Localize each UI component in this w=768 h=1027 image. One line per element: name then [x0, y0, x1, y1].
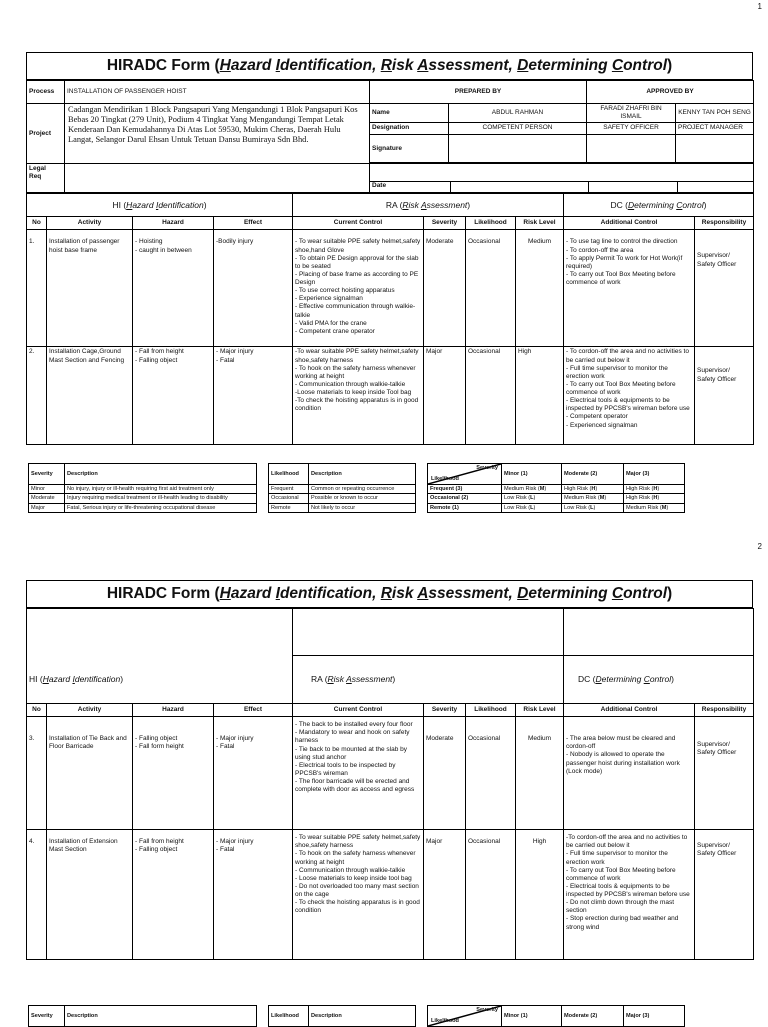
approver2-name: KENNY TAN POH SENG — [676, 104, 754, 123]
section-dc: DC (Determining Control) — [564, 194, 754, 217]
section-dc: DC (Determining Control) — [564, 656, 754, 704]
prepared-by-header: PREPARED BY — [370, 81, 587, 104]
col-additional-control: Additional Control — [564, 217, 695, 230]
row-responsibility: Supervisor/ Safety Officer — [695, 230, 754, 347]
row-severity: Moderate — [424, 230, 466, 347]
col-hazard: Hazard — [133, 704, 214, 717]
col-responsibility: Responsibility — [695, 704, 754, 717]
row-risk-level: Medium — [516, 717, 564, 830]
row-severity: Major — [424, 347, 466, 445]
date-label: Date — [370, 182, 451, 192]
row-additional-control: - To use tag line to control the direction - To cordon-off the area - To apply Permit To work for Hot Work(if required) - To carry out Tool Box Meeting before commence of work — [564, 230, 695, 347]
row-likelihood: Occasional — [466, 717, 516, 830]
severity-legend: Severity Description — [28, 1005, 257, 1027]
row-additional-control: -To cordon-off the area and no activities to be carried out below it - Full time supervisor to monitor the erection work - To carry out Tool Box Meeting before commence of work - Electrical tools & equipments to be inspected by PPCSB's wireman before use - Do not climb down through the mast section - Stop erection during bad weather and strong wind — [564, 830, 695, 960]
col-effect: Effect — [214, 217, 293, 230]
signature-label: Signature — [370, 135, 449, 163]
prepared-name: ABDUL RAHMAN — [449, 104, 587, 123]
col-no: No — [27, 217, 47, 230]
row-additional-control: - To cordon-off the area and no activities to be carried out below it - Full time supervisor to monitor the erection work - To carry out Tool Box Meeting before commence of work - Electrical tools & equipments to be inspected by PPCSB's wireman before use - Competent operator - Experienced signalman — [564, 347, 695, 445]
risk-matrix: Severity Likelihood Minor (1) Moderate (2) Major (3) Frequent (3) Medium Risk (M) High Risk (H) High Risk (H) Occasional (2) Low Risk (L) Medium Risk (M) High Risk (H) Remote (1) Low Risk (L) Low Risk (L) Medium Risk (M) — [427, 463, 685, 513]
row-severity: Moderate — [424, 717, 466, 830]
legal-req-label: Legal Req — [27, 164, 65, 193]
likelihood-legend: Likelihood Description Frequent Common or repeating occurrence Occasional Possible or known to occur Remote Not likely to occur — [268, 463, 416, 513]
approver2-signature — [676, 135, 754, 163]
project-value: Cadangan Mendirikan 1 Block Pangsapuri Yang Mengandungi 1 Blok Pangsapuri Kos Bebas 20 Tingkat (279 Unit), Podium 4 Tingkat Yang Mengandungi Tempat Letak Kenderaan Dan Kemudahannya Di Atas Lot 59530, Mukim Cheras, Daerah Hulu Langat, Selangor Darul Ehsan Untuk Tetuan Dansu Bumiraya Sdn Bhd. — [65, 104, 370, 164]
name-label: Name — [370, 104, 449, 123]
approver1-name: FARADI ZHAFRI BIN ISMAIL — [587, 104, 676, 123]
table-row — [27, 230, 754, 347]
hiradc-table-page-1 — [26, 193, 754, 445]
hiradc-form-page-2 — [26, 580, 753, 960]
table-row — [27, 830, 754, 960]
row-responsibility: Supervisor/ Safety Officer — [695, 830, 754, 960]
row-hazard: - Fall from height - Falling object — [133, 347, 214, 445]
row-effect: -Bodily injury — [214, 230, 293, 347]
row-current-control: -To wear suitable PPE safety helmet,safety shoe,safety harness - To hook on the safety harness whenever working at height - Communication through walkie-talkie -Loose materials to keep inside Tool bag -To check the hoisting apparatus is in good condition — [293, 347, 424, 445]
row-hazard: - Falling object - Fall form height — [133, 717, 214, 830]
row-current-control: - To wear suitable PPE safety helmet,safety shoe,safety harness - To hook on the safety harness whenever working at height - Communication through walkie-talkie - Loose materials to keep inside tool bag - Do not overloaded too many mast section on the cage - To check the hoisting apparatus is in good condition — [293, 830, 424, 960]
legal-req-value — [65, 164, 370, 193]
row-no: 2. — [27, 347, 47, 445]
table-row — [27, 347, 754, 445]
section-ra: RA (Risk Assessment) — [293, 194, 564, 217]
approver2-date — [678, 182, 753, 192]
approver1-date — [589, 182, 678, 192]
row-no: 4. — [27, 830, 47, 960]
designation-label: Designation — [370, 123, 449, 135]
col-responsibility: Responsibility — [695, 217, 754, 230]
col-activity: Activity — [47, 217, 133, 230]
project-label: Project — [27, 104, 65, 164]
col-likelihood: Likelihood — [466, 217, 516, 230]
likelihood-legend: Likelihood Description — [268, 1005, 416, 1027]
col-activity: Activity — [47, 704, 133, 717]
approver1-designation: SAFETY OFFICER — [587, 123, 676, 135]
prepared-designation: COMPETENT PERSON — [449, 123, 587, 135]
form-title: HIRADC Form (Hazard Identification, Risk Assessment, Determining Control) — [26, 52, 753, 80]
row-risk-level: Medium — [516, 230, 564, 347]
row-activity: Installation Cage,Ground Mast Section and Fencing — [47, 347, 133, 445]
col-severity: Severity — [424, 217, 466, 230]
section-hi: HI (Hazard Identification) — [27, 656, 293, 704]
section-ra: RA (Risk Assessment) — [293, 656, 564, 704]
row-likelihood: Occasional — [466, 230, 516, 347]
col-current-control: Current Control — [293, 217, 424, 230]
process-label: Process — [27, 81, 65, 104]
col-additional-control: Additional Control — [564, 704, 695, 717]
risk-matrix: Severity Likelihood Minor (1) Moderate (2) Major (3) — [427, 1005, 685, 1027]
approver2-designation: PROJECT MANAGER — [676, 123, 754, 135]
row-hazard: - Hoisting - caught in between — [133, 230, 214, 347]
approver1-signature — [587, 135, 676, 163]
col-current-control: Current Control — [293, 704, 424, 717]
section-hi: HI (Hazard Identification) — [27, 194, 293, 217]
row-additional-control: - The area below must be cleared and cordon-off - Nobody is allowed to operate the passenger hoist during installation work (Lock mode) — [564, 717, 695, 830]
row-severity: Major — [424, 830, 466, 960]
row-likelihood: Occasional — [466, 830, 516, 960]
approved-by-header: APPROVED BY — [587, 81, 754, 104]
prepared-date — [451, 182, 589, 192]
col-effect: Effect — [214, 704, 293, 717]
hiradc-form-page-1 — [26, 52, 753, 445]
prepared-signature — [449, 135, 587, 163]
header-info-table — [26, 80, 754, 193]
col-hazard: Hazard — [133, 217, 214, 230]
row-likelihood: Occasional — [466, 347, 516, 445]
matrix-corner: Severity Likelihood — [428, 464, 502, 485]
row-responsibility: Supervisor/ Safety Officer — [695, 717, 754, 830]
matrix-corner: Severity Likelihood — [428, 1006, 502, 1027]
row-risk-level: High — [516, 347, 564, 445]
page-number: 2 — [757, 542, 762, 551]
row-hazard: - Fall from height - Falling object — [133, 830, 214, 960]
row-no: 3. — [27, 717, 47, 830]
col-severity: Severity — [424, 704, 466, 717]
row-responsibility: Supervisor/ Safety Officer — [695, 347, 754, 445]
hiradc-table-page-2 — [26, 608, 754, 960]
row-effect: - Major injury - Fatal — [214, 830, 293, 960]
row-activity: Installation of passenger hoist base frame — [47, 230, 133, 347]
row-effect: - Major injury - Fatal — [214, 347, 293, 445]
row-current-control: - To wear suitable PPE safety helmet,safety shoe,hand Glove - To obtain PE Design approval for the slab to be seated - Placing of base frame as according to PE Design - To use correct hoisting apparatus - Experience signalman - Effective communication through walkie-talkie - Valid PMA for the crane - Competent crane operator — [293, 230, 424, 347]
row-activity: Installation of Extension Mast Section — [47, 830, 133, 960]
col-risk-level: Risk Level — [516, 217, 564, 230]
row-current-control: - The back to be installed every four floor - Mandatory to wear and hook on safety harness - Tie back to be mounted at the slab by using stud anchor - Electrical tools to be inspected by PPCSB's wireman - The floor barricade will be erected and complete with door as access and egress — [293, 717, 424, 830]
row-risk-level: High — [516, 830, 564, 960]
table-row — [27, 717, 754, 830]
col-likelihood: Likelihood — [466, 704, 516, 717]
page-number: 1 — [757, 2, 762, 11]
row-activity: Installation of Tie Back and Floor Barricade — [47, 717, 133, 830]
process-value: INSTALLATION OF PASSENGER HOIST — [65, 81, 370, 104]
col-no: No — [27, 704, 47, 717]
row-no: 1. — [27, 230, 47, 347]
col-risk-level: Risk Level — [516, 704, 564, 717]
row-effect: - Major injury - Fatal — [214, 717, 293, 830]
severity-legend: Severity Description Minor No injury, injury or ill-health requiring first aid treatment only Moderate Injury requiring medical treatment or ill-health leading to disability Major Fatal, Serious injury or life-threatening occupational disease — [28, 463, 257, 513]
form-title: HIRADC Form (Hazard Identification, Risk Assessment, Determining Control) — [26, 580, 753, 608]
